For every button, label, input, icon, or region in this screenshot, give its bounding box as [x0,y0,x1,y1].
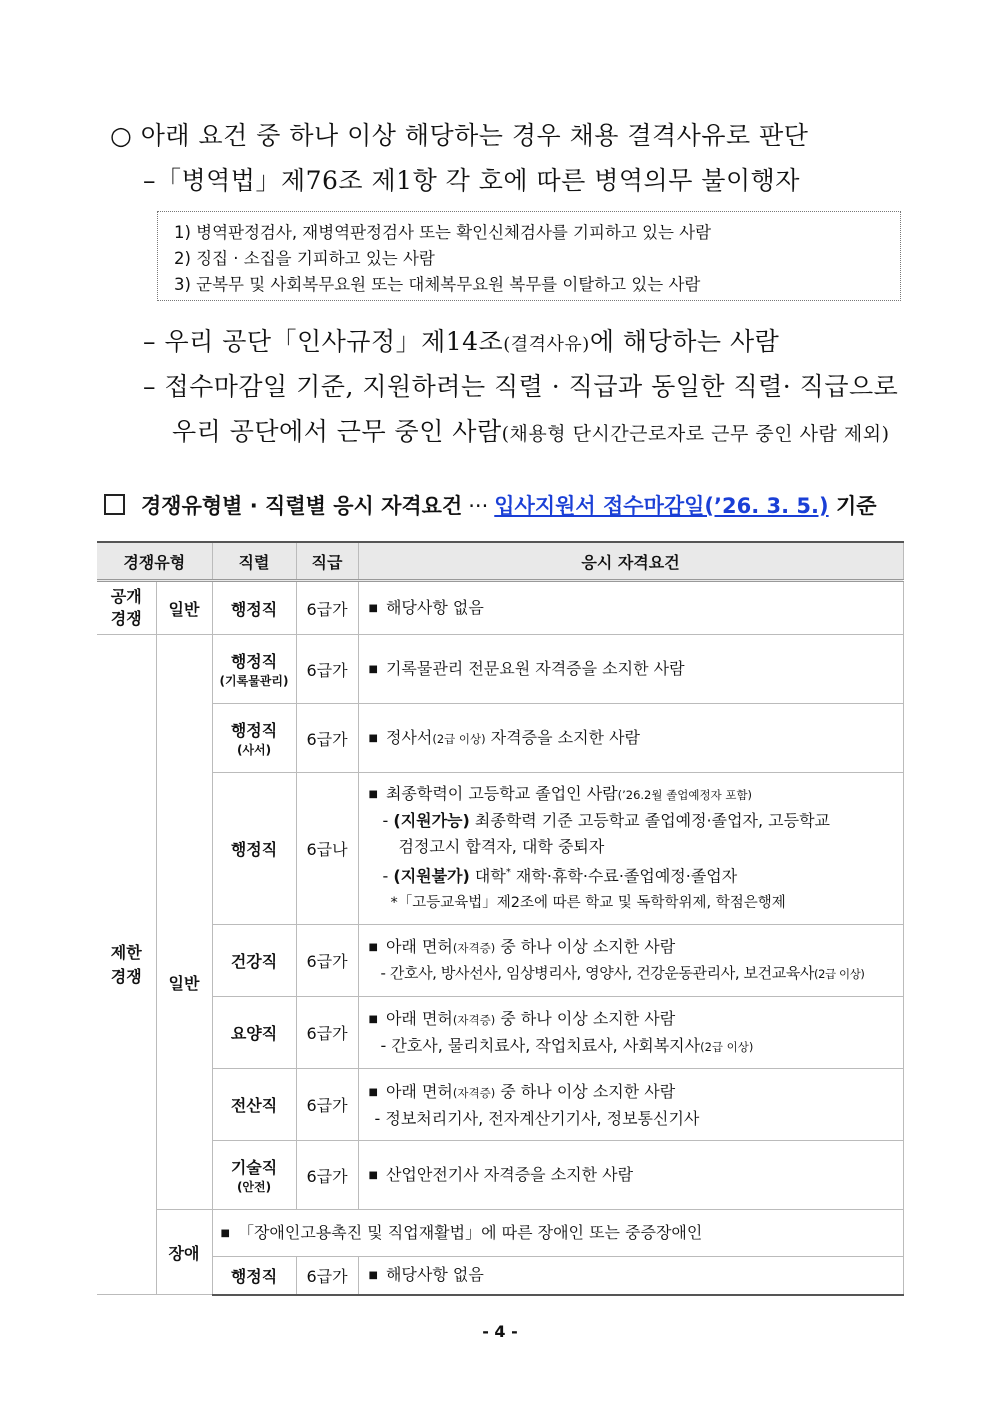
box-line: 3) 군복무 및 사회복무요원 또는 대체복무요원 복무를 이탈하고 있는 사람 [174,275,701,294]
grade-cell: 6급가 [296,925,358,997]
general-cell: 일반 [156,635,212,1210]
bullet-icon: ■ [368,1270,378,1282]
grade-cell: 6급가 [296,1141,358,1210]
limited-competition-cell: 제한 경쟁 [97,635,156,1295]
req-text: - 간호사, 물리치료사, 작업치료사, 사회복지사 [380,1035,701,1055]
section-title-text: 경쟁유형별 · 직렬별 응시 자격요건 [141,494,463,518]
page-number: - 4 - [482,1322,518,1341]
table-row [97,1257,903,1295]
req-small: (2급 이상) [700,1039,754,1054]
table-row [97,704,903,773]
series-cell: 행정직 [212,1257,296,1295]
table-row [97,997,903,1069]
req-line [369,961,895,987]
req-line [369,1006,895,1033]
req-small: (자격증) [452,1012,496,1027]
deadline-link[interactable]: 입사지원서 접수마감일(’26. 3. 5.) [494,494,829,518]
req-bold: (지원가능) [393,811,470,831]
bullet-icon: ■ [368,1013,378,1025]
req-text: 중 하나 이상 소지한 사람 [495,1008,676,1028]
table-row [97,925,903,997]
req-line [369,934,895,961]
table-header-row [97,542,903,581]
series-cell: 요양직 [212,997,296,1069]
header-series: 직렬 [212,542,296,581]
series-sub: (사서) [236,743,272,757]
current-employee-item: – 접수마감일 기준, 지원하려는 직렬 · 직급과 동일한 직렬· 직급으로 [143,372,899,401]
series-sub: (기록물관리) [219,674,289,688]
military-service-item: –「병역법」제76조 제1항 각 호에 따른 병역의무 불이행자 [143,166,800,195]
requirement-cell [358,704,903,773]
series-name: 기술직 [230,1158,278,1177]
grade-cell: 6급가 [296,1257,358,1295]
box-line: 1) 병역판정검사, 재병역판정검사 또는 확인신체검사를 기피하고 있는 사람 [174,223,712,242]
current-employee-paren: (채용형 단시간근로자로 근무 중인 사람 제외) [501,423,890,445]
req-text: 해당사항 없음 [385,1265,484,1285]
req-text: 산업안전기사 자격증을 소지한 사람 [385,1165,634,1184]
requirement-cell [358,773,903,925]
grade-cell: 6급가 [296,635,358,704]
req-text: 해당사항 없음 [385,598,484,617]
requirement-cell [358,1141,903,1210]
section-title [104,490,877,520]
grade-cell: 6급가 [296,581,358,635]
req-text: 아래 면허 [385,1081,453,1101]
series-cell: 행정직 [212,773,296,925]
current-employee-item-cont [172,412,890,448]
header-requirements: 응시 자격요건 [358,542,903,581]
req-text: 「장애인고용촉진 및 직업재활법」에 따른 장애인 또는 중증장애인 [237,1223,703,1242]
req-text: 아래 면허 [385,1008,453,1028]
grade-cell: 6급가 [296,997,358,1069]
requirement-cell [358,581,903,635]
requirement-cell [358,635,903,704]
grade-cell: 6급가 [296,1069,358,1141]
personnel-rule-paren: (결격사유) [503,334,590,355]
req-line: 검정고시 합격자, 대학 중퇴자 [398,837,605,857]
requirement-cell [358,1069,903,1141]
header-grade: 직급 [296,542,358,581]
req-small: (2급 이상) [814,967,865,981]
bullet-icon: ■ [368,603,378,614]
req-footnote: *「고등교육법」제2조에 따른 학교 및 독학학위제, 학점은행제 [390,894,786,911]
series-cell: 행정직 [212,581,296,635]
open-competition-cell: 공개 경쟁 [97,581,156,635]
req-text: 중 하나 이상 소지한 사람 [495,937,676,956]
series-cell: 건강직 [212,925,296,997]
grade-cell: 6급나 [296,773,358,925]
req-text: 정사서 [385,727,433,747]
square-icon [104,494,125,515]
qualification-table [97,541,904,1296]
series-cell [212,1141,296,1210]
req-text: 자격증을 소지한 사람 [485,727,640,747]
table-row [97,1210,903,1257]
req-line [369,1033,895,1060]
table-row [97,1069,903,1141]
req-text: 최종학력이 고등학교 졸업인 사람 [385,784,618,804]
req-text: - 간호사, 방사선사, 임상병리사, 영양사, 건강운동관리사, 보건교육사 [380,964,815,982]
disabled-cell: 장애 [156,1210,212,1295]
bullet-icon: ■ [368,789,378,801]
req-text: 중 하나 이상 소지한 사람 [495,1081,676,1101]
req-text: 대학 [469,866,506,886]
req-text: 최종학력 기준 고등학교 졸업예정·졸업자, 고등학교 [469,811,831,831]
series-name: 행정직 [230,652,278,671]
requirement-cell [358,997,903,1069]
bullet-icon: ■ [368,942,378,953]
table-row [97,635,903,704]
req-small: (’26.2월 졸업예정자 포함) [617,788,753,803]
box-line: 2) 징집 · 소집을 기피하고 있는 사람 [174,249,435,268]
req-small: (2급 이상) [432,731,486,746]
requirement-cell [358,925,903,997]
current-employee-text: 우리 공단에서 근무 중인 사람 [172,417,502,446]
bullet-icon: ■ [368,732,378,744]
requirement-intro: ○ 아래 요건 중 하나 이상 해당하는 경우 채용 결격사유로 판단 [110,121,809,150]
series-cell [212,635,296,704]
table-row [97,1141,903,1210]
req-line: - (지원가능) 최종학력 기준 고등학교 졸업예정·졸업자, 고등학교 [382,811,831,831]
personnel-rule-item [143,322,779,358]
req-line [369,781,895,808]
bullet-icon: ■ [368,664,378,675]
footnote-mark: * [505,867,511,879]
bullet-icon: ■ [368,1086,378,1098]
series-cell: 전산직 [212,1069,296,1141]
req-text: 재학·휴학·수료·졸업예정·졸업자 [510,866,738,886]
req-line: - (지원불가) 대학* 재학·휴학·수료·졸업예정·졸업자 [382,866,738,886]
req-text: 기록물관리 전문요원 자격증을 소지한 사람 [385,659,685,678]
section-suffix: 기준 [835,494,877,518]
req-text: 아래 면허 [385,937,453,956]
req-small: (자격증) [452,1085,496,1100]
personnel-rule-end: 에 해당하는 사람 [589,327,780,356]
header-competition-type: 경쟁유형 [97,542,212,581]
req-line [369,1079,895,1106]
table-row [97,773,903,925]
series-sub: (안전) [236,1180,272,1194]
table-row [97,581,903,635]
grade-cell: 6급가 [296,704,358,773]
req-bold: (지원불가) [393,866,470,886]
series-name: 행정직 [230,721,278,740]
requirement-cell [358,1257,903,1295]
section-dots: ··· [468,494,489,518]
bullet-icon: ■ [220,1228,230,1239]
req-line: - 정보처리기사, 전자계산기기사, 정보통신기사 [374,1108,700,1128]
personnel-rule-text: – 우리 공단「인사규정」제14조 [143,327,504,356]
requirement-cell [212,1210,903,1257]
general-cell: 일반 [156,581,212,635]
bullet-icon: ■ [368,1170,378,1181]
req-small: (자격증) [452,941,496,955]
military-detail-box [157,211,901,301]
series-cell [212,704,296,773]
